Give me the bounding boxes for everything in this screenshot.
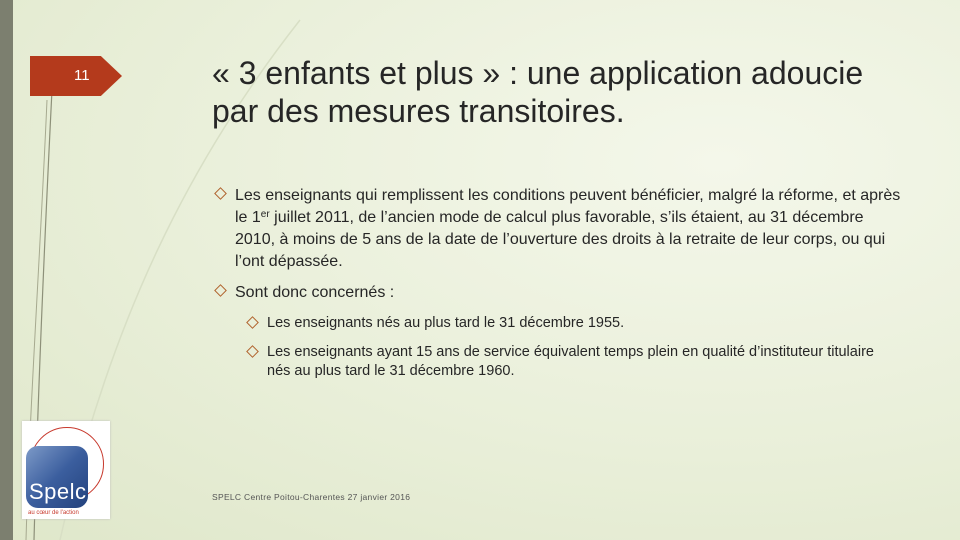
logo-word: Spelc <box>29 479 87 504</box>
diamond-bullet-icon <box>248 314 258 330</box>
sub-bullet-item <box>248 314 898 333</box>
spelc-logo <box>22 421 110 519</box>
diamond-bullet-icon <box>216 282 226 298</box>
slide-number: 11 <box>74 67 90 84</box>
sub-bullet-item <box>248 343 898 381</box>
bullet-item <box>216 185 906 273</box>
bullet-text: Les enseignants ayant 15 ans de service équivalent temps plein en qualité d’instituteur titulaire nés au plus tard le 31 décembre 1960. <box>267 344 874 379</box>
superscript: er <box>260 209 270 220</box>
diamond-bullet-icon <box>216 185 226 201</box>
bullet-text: Les enseignants nés au plus tard le 31 décembre 1955. <box>267 315 625 331</box>
bullet-text-part: juillet 2011, de l’ancien mode de calcul plus favorable, s’ils étaient, au 31 décembre 2010, à moins de 5 ans de la date de l’ouverture des droits à la retraite de leur corps, ou qui l’ont dépassée. <box>235 209 886 270</box>
bullet-item <box>216 282 906 304</box>
footer-text: SPELC Centre Poitou-Charentes 27 janvier 2016 <box>212 492 411 502</box>
bullet-text <box>235 185 906 273</box>
bullet-text: Sont donc concernés : <box>235 284 395 301</box>
logo-tagline: au cœur de l'action <box>28 510 79 516</box>
diamond-bullet-icon <box>248 343 258 359</box>
slide-title: « 3 enfants et plus » : une application adoucie par des mesures transitoires. <box>212 55 864 129</box>
bullet-text-part: Les enseignants qui remplissent les conditions peuvent bénéficier, malgré la réforme, et après le 1 <box>235 187 901 226</box>
